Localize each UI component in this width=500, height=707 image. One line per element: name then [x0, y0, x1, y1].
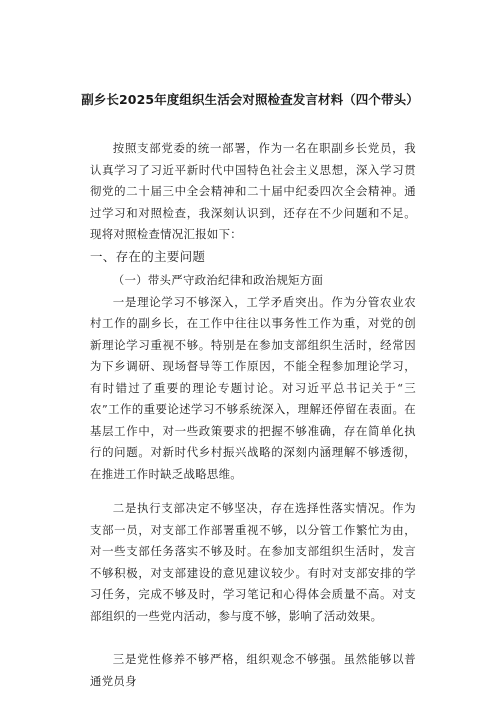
paragraph-1: 一是理论学习不够深入，工学矛盾突出。作为分管农业农村工作的副乡长，在工作中往往以事务性工作为重，对党的创新理论学习重视不够。特别是在参加支部组织生活时，经常因为下乡调研、现场督导等工作原因，不能全程参加理论学习，有时错过了重要的理论专题讨论。对习近平总书记关于“三农”工作的重要论述学习不够系统深入，理解还停留在表面。在基层工作中，对一些政策要求的把握不够准确，存在简单化执行的问题。对新时代乡村振兴战略的深刻内涵理解不够透彻，在推进工作时缺乏战略思维。: [90, 294, 416, 481]
subsection-heading: （一）带头严守政治纪律和政治规矩方面: [112, 272, 324, 287]
document-title: 副乡长2025年度组织生活会对照检查发言材料（四个带头）: [81, 92, 419, 107]
section-heading: 一、存在的主要问题: [90, 248, 206, 264]
paragraph-2: 二是执行支部决定不够坚决，存在选择性落实情况。作为支部一员，对支部工作部署重视不够，以分管工作繁忙为由，对一些支部任务落实不够及时。在参加支部组织生活时，发言不够积极，对支部建设的意见建议较少。有时对支部安排的学习任务，完成不够及时，学习笔记和心得体会质量不高。对支部组织的一些党内活动，参与度不够，影响了活动效果。: [90, 501, 416, 623]
document-body: [90, 138, 416, 692]
paragraph-3: 三是党性修养不够严格，组织观念不够强。虽然能够以普通党员身: [90, 652, 416, 688]
intro-paragraph: 按照支部党委的统一部署，作为一名在职副乡长党员，我认真学习了习近平新时代中国特色社会主义思想，深入学习贯彻党的二十届三中全会精神和二十届中纪委四次全会精神。通过学习和对照检查，我深刻认识到，还存在不少问题和不足。现将对照检查情况汇报如下：: [90, 141, 416, 241]
